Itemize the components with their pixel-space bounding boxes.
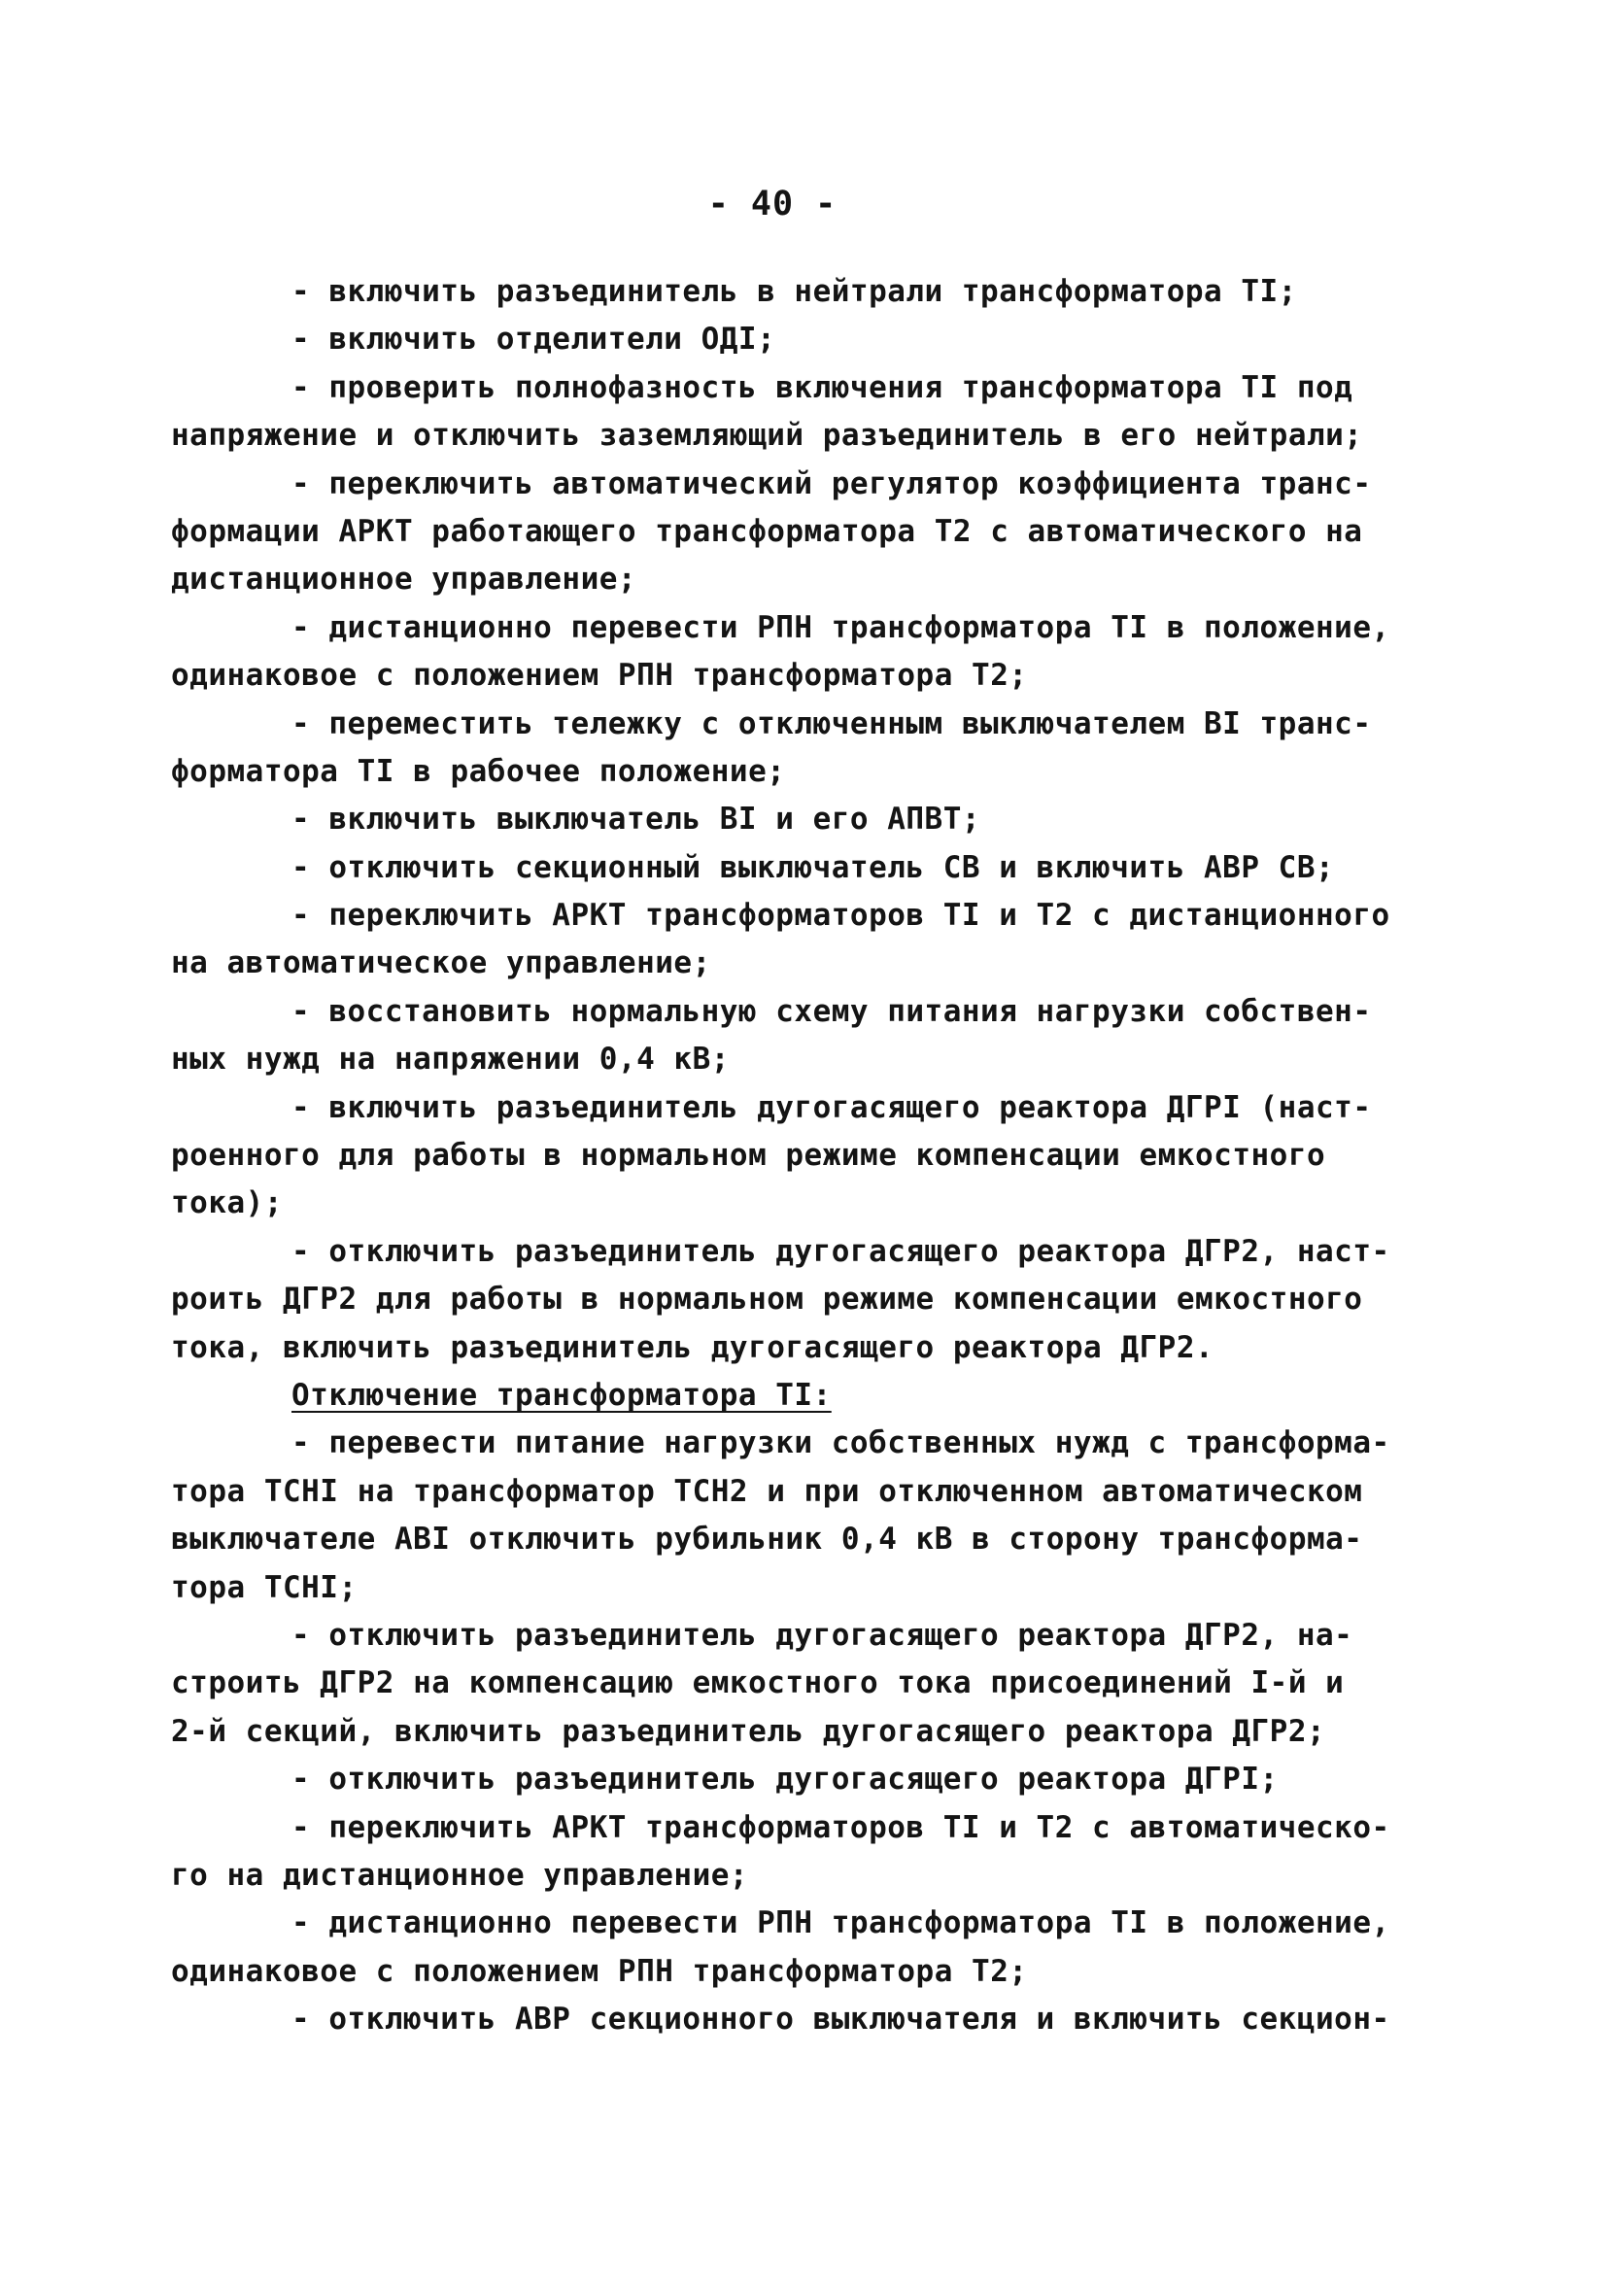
line-text: - включить отделители ОДI;	[291, 322, 776, 358]
text-line	[171, 1708, 1434, 1756]
text-line	[171, 1756, 1434, 1803]
text-line	[171, 988, 1434, 1036]
text-line	[171, 1180, 1434, 1227]
line-text: - отключить разъединитель дугогасящего реактора ДГРI;	[291, 1762, 1279, 1798]
line-text: - отключить разъединитель дугогасящего реактора ДГР2, на-	[291, 1617, 1353, 1653]
text-line	[171, 701, 1434, 748]
text-line	[171, 1132, 1434, 1180]
line-text: ных нужд на напряжении 0,4 кВ;	[171, 1042, 730, 1078]
text-line	[171, 1228, 1434, 1276]
line-text: - перевести питание нагрузки собственных нужд с трансформа-	[291, 1425, 1390, 1461]
line-text: роить ДГР2 для работы в нормальном режиме компенсации емкостного	[171, 1282, 1363, 1318]
line-text: форматора ТI в рабочее положение;	[171, 753, 786, 789]
text-line	[171, 508, 1434, 556]
line-text: тока);	[171, 1185, 283, 1221]
line-text: 2-й секций, включить разъединитель дугогасящего реактора ДГР2;	[171, 1713, 1326, 1749]
line-text: на автоматическое управление;	[171, 945, 711, 981]
line-text: - отключить секционный выключатель СВ и включить АВР СВ;	[291, 849, 1335, 885]
text-line	[171, 748, 1434, 796]
text-line	[171, 1084, 1434, 1132]
line-text: - переключить автоматический регулятор коэффициента транс-	[291, 465, 1372, 501]
text-line	[171, 940, 1434, 987]
line-text: напряжение и отключить заземляющий разъединитель в его нейтрали;	[171, 418, 1363, 454]
line-text: - переключить АРКТ трансформаторов ТI и Т2 с дистанционного	[291, 898, 1390, 934]
line-text: го на дистанционное управление;	[171, 1857, 749, 1893]
text-line	[171, 1948, 1434, 1996]
text-line	[171, 412, 1434, 460]
text-line	[171, 1324, 1434, 1372]
text-line	[171, 1660, 1434, 1707]
text-line	[171, 604, 1434, 652]
line-text: тора ТСНI;	[171, 1569, 358, 1605]
text-line	[171, 892, 1434, 940]
text-line	[171, 316, 1434, 363]
text-line	[171, 1036, 1434, 1083]
line-text: - включить разъединитель в нейтрали трансформатора ТI;	[291, 274, 1297, 309]
line-text: - отключить разъединитель дугогасящего реактора ДГР2, наст-	[291, 1233, 1390, 1269]
text-line	[171, 556, 1434, 603]
page-number: - 40 -	[707, 185, 838, 223]
text-line	[171, 652, 1434, 700]
line-text: Отключение трансформатора ТI:	[291, 1377, 832, 1413]
line-text: строить ДГР2 на компенсацию емкостного тока присоединений I-й и	[171, 1665, 1345, 1701]
text-line	[171, 1564, 1434, 1612]
line-text: - переключить АРКТ трансформаторов ТI и Т2 с автоматическо-	[291, 1809, 1390, 1845]
section-heading	[171, 1372, 1434, 1420]
text-line	[171, 796, 1434, 843]
line-text: - восстановить нормальную схему питания нагрузки собствен-	[291, 993, 1372, 1029]
line-text: одинаковое с положением РПН трансформатора Т2;	[171, 658, 1028, 694]
line-text: - проверить полнофазность включения трансформатора ТI под	[291, 369, 1353, 405]
line-text: тока, включить разъединитель дугогасящего реактора ДГР2.	[171, 1329, 1214, 1365]
text-line	[171, 1804, 1434, 1852]
line-text: дистанционное управление;	[171, 562, 637, 598]
line-text: - включить выключатель ВI и его АПВТ;	[291, 802, 981, 838]
text-line	[171, 1516, 1434, 1563]
text-line	[171, 1852, 1434, 1900]
line-text: роенного для работы в нормальном режиме компенсации емкостного	[171, 1138, 1326, 1174]
text-line	[171, 1612, 1434, 1660]
text-line	[171, 1468, 1434, 1516]
line-text: - отключить АВР секционного выключателя и включить секцион-	[291, 2002, 1390, 2038]
text-line	[171, 461, 1434, 508]
line-text: - дистанционно перевести РПН трансформатора ТI в положение,	[291, 609, 1390, 645]
text-line	[171, 844, 1434, 892]
document-body	[171, 268, 1434, 2043]
line-text: - дистанционно перевести РПН трансформатора ТI в положение,	[291, 1905, 1390, 1941]
text-line	[171, 1420, 1434, 1467]
line-text: - включить разъединитель дугогасящего реактора ДГРI (наст-	[291, 1089, 1372, 1125]
line-text: выключателе АВI отключить рубильник 0,4 кВ в сторону трансформа-	[171, 1522, 1363, 1558]
text-line	[171, 268, 1434, 316]
text-line	[171, 364, 1434, 412]
text-line	[171, 1900, 1434, 1947]
line-text: формации АРКТ работающего трансформатора Т2 с автоматического на	[171, 513, 1363, 549]
line-text: - переместить тележку с отключенным выключателем ВI транс-	[291, 705, 1372, 741]
text-line	[171, 1276, 1434, 1323]
line-text: одинаковое с положением РПН трансформатора Т2;	[171, 1953, 1028, 1989]
text-line	[171, 1996, 1434, 2043]
line-text: тора ТСНI на трансформатор ТСН2 и при отключенном автоматическом	[171, 1473, 1363, 1509]
